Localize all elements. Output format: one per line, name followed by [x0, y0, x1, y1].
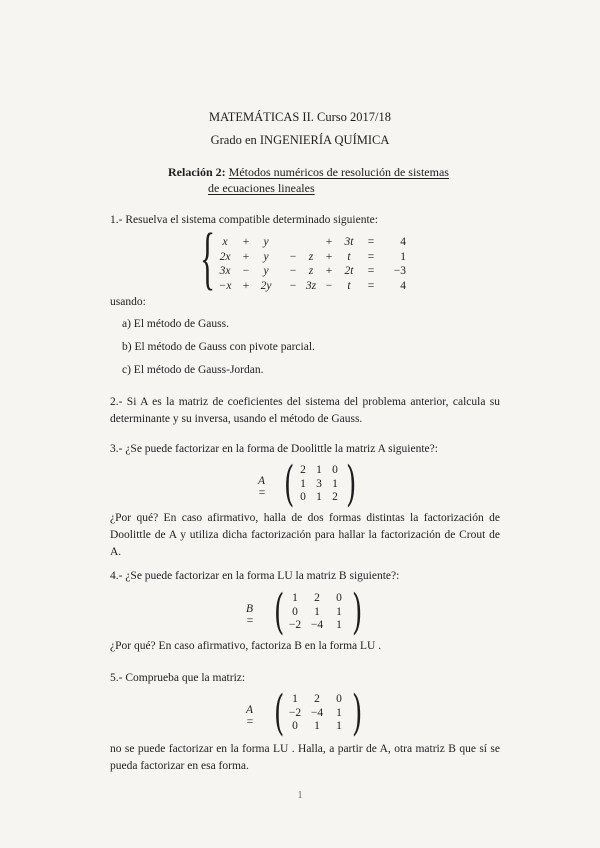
problem3-statement: 3.- ¿Se puede factorizar en la forma de Doolittle la matriz A siguiente?:	[110, 443, 438, 455]
matrix-cell: 0	[336, 592, 342, 604]
system-term: −x	[218, 279, 232, 292]
left-paren: (	[284, 456, 295, 512]
system-term: z	[308, 250, 314, 263]
system-term: =	[367, 250, 375, 263]
list-item: b) El método de Gauss con pivote parcial.	[122, 341, 315, 353]
matrix-cell: 1	[336, 619, 342, 631]
matrix-cell: 2	[314, 592, 320, 604]
matrix-cell: 0	[332, 464, 338, 476]
system-term: +	[325, 236, 333, 248]
system-term: y	[263, 250, 269, 263]
system-term: 3x	[219, 265, 231, 277]
matrix-cell: 1	[316, 491, 322, 503]
matrix-cell: 3	[316, 477, 322, 490]
matrix-cell: −2	[288, 706, 302, 719]
system-term: =	[367, 279, 375, 292]
right-paren: )	[346, 456, 357, 512]
system-term: y	[263, 265, 269, 277]
system-term: +	[325, 250, 333, 263]
system-term: 3t	[344, 236, 354, 248]
problem4-statement: 4.- ¿Se puede factorizar en la forma LU la matriz B siguiente?:	[110, 570, 400, 582]
matrix-cell: 1	[332, 477, 338, 490]
list-item: a) El método de Gauss.	[122, 318, 229, 330]
matrix-cell: −4	[310, 619, 324, 631]
system-term: −	[289, 265, 297, 277]
matrix-cell: 2	[332, 491, 338, 503]
matrix-cell: 1	[300, 477, 306, 490]
system-term: +	[242, 279, 250, 292]
relation-topic-line1: Métodos numéricos de resolución de sistemas	[228, 165, 449, 179]
relation-label: Relación 2:	[168, 165, 226, 179]
problem4-followup: ¿Por qué? En caso afirmativo, factoriza B en la forma LU .	[110, 640, 382, 652]
matrix-cell: 2	[300, 464, 306, 476]
using-label: usando:	[110, 296, 146, 308]
right-paren: )	[352, 584, 363, 640]
system-term: −	[289, 279, 297, 292]
document-title: MATEMÁTICAS II. Curso 2017/18	[209, 110, 391, 124]
system-term: 1	[400, 250, 406, 263]
problem1-statement: 1.- Resuelva el sistema compatible determinado siguiente:	[110, 214, 378, 226]
system-term: =	[367, 265, 375, 277]
system-term: +	[242, 250, 250, 263]
left-paren: (	[274, 584, 285, 640]
matrix-cell: 0	[292, 720, 298, 732]
system-term: −	[289, 250, 297, 263]
matrix-name: A =	[246, 704, 254, 728]
matrix-cell: 1	[336, 605, 342, 618]
problem2-statement: 2.- Si A es la matriz de coeficientes del sistema del problema anterior, calcula su determinante y su inversa, usando el método de Gauss.	[110, 396, 500, 425]
relation-topic-line2: de ecuaciones lineales	[208, 181, 315, 195]
problem5-statement: 5.- Comprueba que la matriz:	[110, 672, 246, 684]
page-number: 1	[297, 790, 303, 801]
relation-heading	[168, 165, 449, 180]
system-term: y	[263, 236, 269, 248]
right-paren: )	[352, 685, 363, 741]
list-item: c) El método de Gauss-Jordan.	[122, 364, 264, 376]
system-term: 2x	[219, 250, 231, 263]
system-term: x	[222, 236, 228, 248]
document-subtitle: Grado en INGENIERÍA QUÍMICA	[210, 133, 390, 147]
system-term: 4	[400, 236, 406, 248]
matrix-cell: 1	[336, 706, 342, 719]
system-term: 2t	[344, 265, 354, 277]
system-term: −3	[393, 265, 406, 277]
system-term: −	[242, 265, 250, 277]
matrix-cell: −2	[288, 619, 302, 631]
matrix-cell: −4	[310, 706, 324, 719]
matrix-name: A =	[258, 475, 266, 499]
problem5-followup: no se puede factorizar en la forma LU . Halla, a partir de A, otra matriz B que sí se pueda factorizar en esa forma.	[110, 743, 500, 772]
system-term: =	[367, 236, 375, 248]
matrix-cell: 2	[314, 693, 320, 705]
matrix-cell: 0	[292, 605, 298, 618]
system-term: 2y	[260, 279, 272, 292]
left-paren: (	[274, 685, 285, 741]
system-term: 3z	[305, 279, 317, 292]
system-term: 4	[400, 279, 406, 292]
system-term: t	[347, 250, 351, 263]
matrix-cell: 1	[316, 464, 322, 476]
matrix-cell: 1	[336, 720, 342, 732]
matrix-cell: 1	[292, 592, 298, 604]
system-term: +	[242, 236, 250, 248]
equation-system	[200, 220, 410, 297]
problem3-followup: ¿Por qué? En caso afirmativo, halla de dos formas distintas la factorización de Doolittle de A y utiliza dicha factorización para hallar la factorización de Crout de A.	[110, 512, 500, 558]
matrix-cell: 1	[314, 605, 320, 618]
matrix-cell: 0	[336, 693, 342, 705]
system-term: −	[325, 279, 333, 292]
matrix-cell: 1	[292, 693, 298, 705]
system-term: z	[308, 265, 314, 277]
matrix-name: B =	[246, 603, 254, 627]
system-term: t	[347, 279, 351, 292]
matrix-cell: 0	[300, 491, 306, 503]
matrix-cell: 1	[314, 720, 320, 732]
system-brace: {	[200, 220, 216, 297]
system-term: +	[325, 265, 333, 277]
